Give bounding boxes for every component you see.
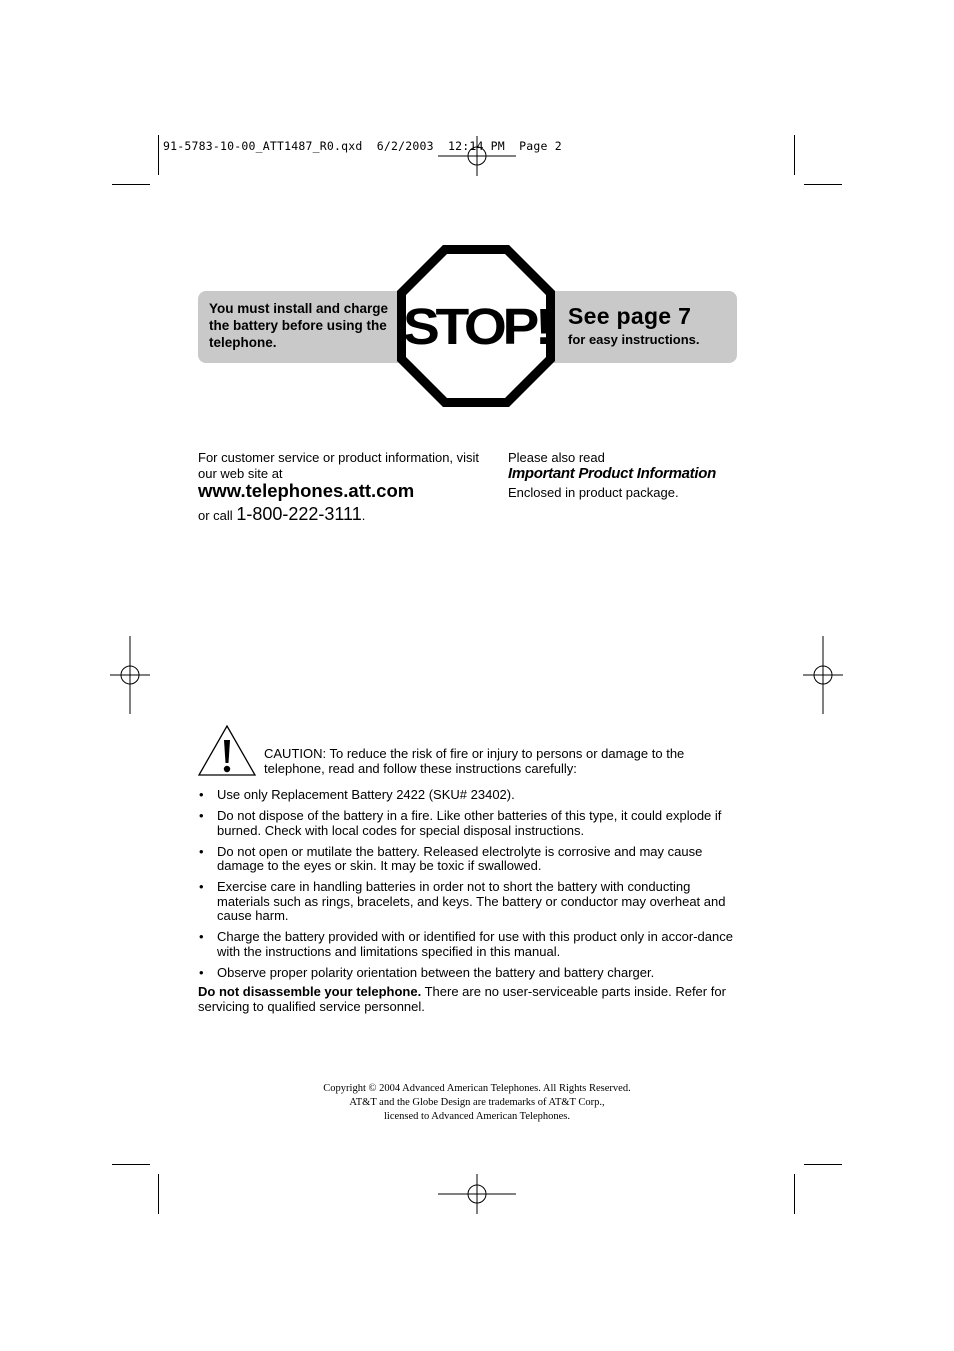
- copyright-line-3: licensed to Advanced American Telephones.: [384, 1110, 570, 1122]
- bullet-text: Do not dispose of the battery in a fire. Like other batteries of this type, it could explode if burned. Check with local codes for special disposal instructions.: [217, 808, 722, 838]
- do-not-disassemble-notice: [198, 985, 738, 1014]
- registration-mark-left: [110, 636, 150, 714]
- list-item: • Observe proper polarity orientation between the battery and battery charger.: [199, 964, 655, 980]
- disassemble-rest: There are no user-serviceable parts inside. Refer for servicing to qualified service personnel.: [198, 984, 726, 1014]
- list-item: • Exercise care in handling batteries in order not to short the battery with conducting materials such as rings, bracelets, and keys. The battery or conductor may overheat and cause harm.: [199, 879, 726, 923]
- registration-mark-right: [803, 636, 843, 714]
- call-prefix: or call: [198, 508, 233, 523]
- install-battery-notice: You must install and charge the battery before using the telephone.: [209, 301, 389, 350]
- disassemble-bold: Do not disassemble your telephone.: [198, 984, 422, 999]
- phone-suffix: .: [361, 508, 366, 523]
- warning-triangle-icon: [197, 725, 257, 777]
- list-item: • Use only Replacement Battery 2422 (SKU# 23402).: [199, 787, 515, 802]
- easy-instructions-text: for easy instructions.: [568, 332, 700, 347]
- bullet-text: Charge the battery provided with or identified for use with this product only in accor-dance with the instructions and limitations specified in this manual.: [217, 929, 733, 959]
- list-item: • Do not open or mutilate the battery. Released electrolyte is corrosive and may cause damage to the eyes or skin. It may be toxic if swallowed.: [199, 843, 703, 873]
- copyright-line-1: Copyright © 2004 Advanced American Telephones. All Rights Reserved.: [323, 1083, 631, 1094]
- phone-number[interactable]: 1-800-222-3111: [236, 504, 362, 524]
- caution-text: CAUTION: To reduce the risk of fire or injury to persons or damage to the telephone, read and follow these instructions carefully:: [264, 746, 685, 776]
- bullet-text: Use only Replacement Battery 2422 (SKU# 23402).: [217, 787, 515, 802]
- stop-text: STOP!: [403, 298, 550, 355]
- copyright-line-2: AT&T and the Globe Design are trademarks of AT&T Corp.,: [349, 1096, 605, 1108]
- slug-line: 91-5783-10-00_ATT1487_R0.qxd 6/2/2003 12:14 PM Page 2: [163, 139, 562, 153]
- copyright-block: [250, 1082, 704, 1123]
- customer-service-intro: For customer service or product information, visit our web site at: [198, 450, 480, 481]
- please-read-intro: Please also read: [508, 450, 605, 465]
- registration-mark-top: [438, 136, 516, 176]
- important-info-title: Important Product Information: [508, 465, 716, 482]
- enclosed-text: Enclosed in product package.: [508, 485, 679, 500]
- registration-mark-bottom: [438, 1174, 516, 1214]
- list-item: • Charge the battery provided with or identified for use with this product only in accor-dance with the instructions and limitations specified in this manual.: [199, 929, 733, 959]
- call-line: [198, 504, 365, 525]
- see-page-title: See page 7: [568, 303, 692, 329]
- website-link[interactable]: www.telephones.att.com: [198, 480, 415, 501]
- caution-list: [198, 788, 738, 987]
- stop-sign-icon: [393, 242, 559, 410]
- bullet-text: Exercise care in handling batteries in order not to short the battery with conducting materials such as rings, bracelets, and keys. The battery or conductor may overheat and cause harm.: [217, 879, 726, 923]
- bullet-text: Observe proper polarity orientation between the battery and battery charger.: [217, 964, 655, 980]
- list-item: • Do not dispose of the battery in a fire. Like other batteries of this type, it could explode if burned. Check with local codes for special disposal instructions.: [199, 808, 722, 838]
- bullet-text: Do not open or mutilate the battery. Released electrolyte is corrosive and may cause damage to the eyes or skin. It may be toxic if swallowed.: [217, 843, 703, 873]
